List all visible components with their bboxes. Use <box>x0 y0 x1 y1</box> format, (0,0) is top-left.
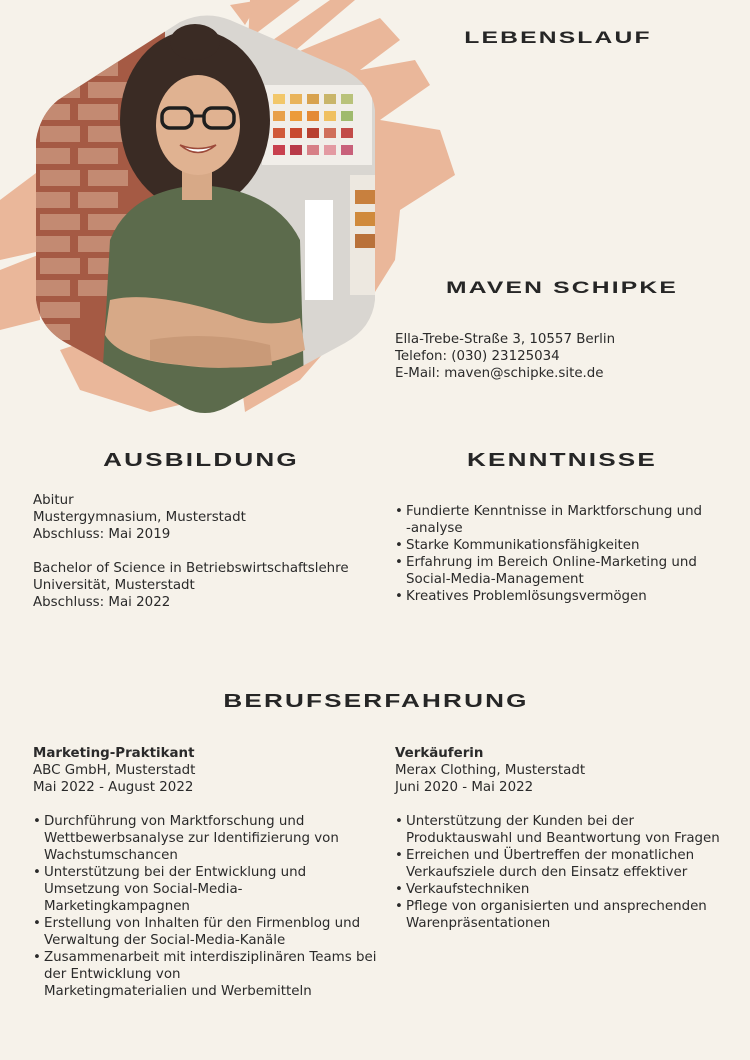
list-item: • Kreatives Problemlösungsvermögen <box>395 588 725 605</box>
list-item: • Durchführung von Marktforschung und Wettbewerbsanalyse zur Identifizierung von Wachstumschancen <box>33 813 378 864</box>
list-item: • Fundierte Kenntnisse in Marktforschung und -analyse <box>395 503 725 537</box>
job-entry-1 <box>33 745 378 1000</box>
job-company: ABC GmbH, Musterstadt <box>33 763 196 778</box>
education-section <box>33 492 373 611</box>
job-task-list <box>395 813 735 932</box>
job-entry-2 <box>395 745 735 932</box>
education-graduation: Abschluss: Mai 2019 <box>33 527 171 542</box>
list-item: • Verkaufstechniken <box>395 881 735 898</box>
list-item: • Unterstützung der Kunden bei der Produktauswahl und Beantwortung von Fragen <box>395 813 735 847</box>
skills-heading: KENNTNISSE <box>467 450 657 470</box>
job-task-list <box>33 813 378 1000</box>
applicant-name: MAVEN SCHIPKE <box>446 278 678 297</box>
job-company: Merax Clothing, Musterstadt <box>395 763 586 778</box>
job-title: Verkäuferin <box>395 746 484 761</box>
list-item: • Pflege von organisierten und ansprechenden Warenpräsentationen <box>395 898 735 932</box>
list-item: • Zusammenarbeit mit interdisziplinären Teams bei der Entwicklung von Marketingmaterialien und Werbemitteln <box>33 949 378 1000</box>
list-item: • Erfahrung im Bereich Online-Marketing und Social-Media-Management <box>395 554 725 588</box>
experience-heading: BERUFSERFAHRUNG <box>223 691 529 711</box>
contact-address: Ella-Trebe-Straße 3, 10557 Berlin <box>395 332 616 347</box>
contact-block <box>395 331 615 382</box>
education-entry <box>33 492 373 543</box>
list-item: • Starke Kommunikationsfähigkeiten <box>395 537 725 554</box>
job-period: Mai 2022 - August 2022 <box>33 780 194 795</box>
education-entry <box>33 560 373 611</box>
list-item: • Unterstützung bei der Entwicklung und Umsetzung von Social-Media- Marketingkampagnen <box>33 864 378 915</box>
list-item: • Erstellung von Inhalten für den Firmenblog und Verwaltung der Social-Media-Kanäle <box>33 915 378 949</box>
job-title: Marketing-Praktikant <box>33 746 195 761</box>
education-degree: Abitur <box>33 493 74 508</box>
education-school: Universität, Musterstadt <box>33 578 195 593</box>
education-degree: Bachelor of Science in Betriebswirtschaftslehre <box>33 561 349 576</box>
education-graduation: Abschluss: Mai 2022 <box>33 595 171 610</box>
job-period: Juni 2020 - Mai 2022 <box>395 780 534 795</box>
list-item: • Erreichen und Übertreffen der monatlichen Verkaufsziele durch den Einsatz effektiver <box>395 847 735 881</box>
document-title: LEBENSLAUF <box>464 28 652 47</box>
contact-email: E-Mail: maven@schipke.site.de <box>395 366 604 381</box>
contact-phone: Telefon: (030) 23125034 <box>395 349 560 364</box>
skills-list <box>395 503 725 605</box>
education-heading: AUSBILDUNG <box>103 450 299 470</box>
education-school: Mustergymnasium, Musterstadt <box>33 510 246 525</box>
